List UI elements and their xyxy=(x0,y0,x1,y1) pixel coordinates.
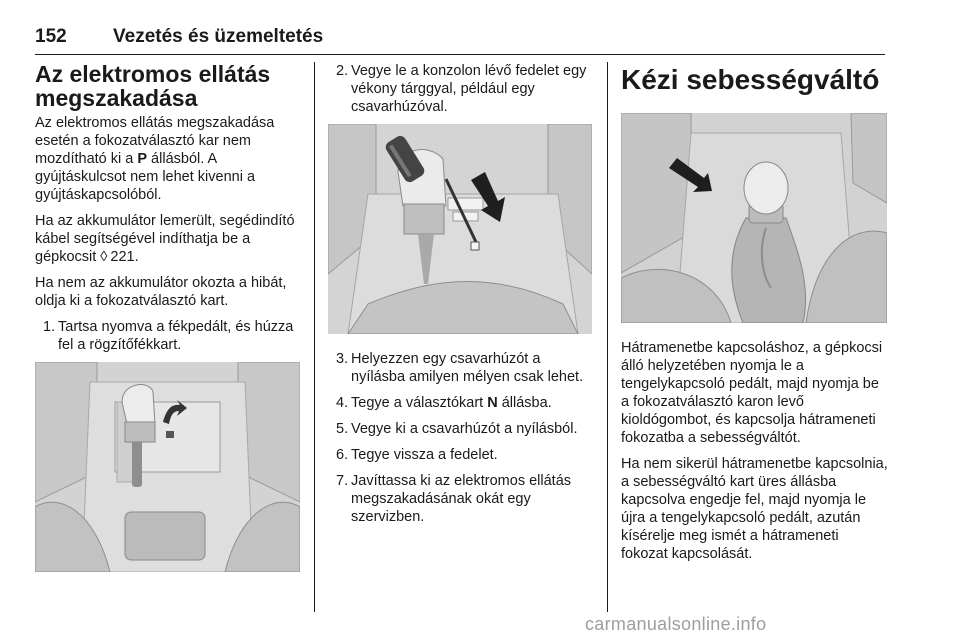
list-item: 4. Tegye a választókart N állásba. xyxy=(336,395,552,411)
page-reference-link[interactable]: 221 xyxy=(110,249,135,266)
reverse-gear-paragraph: Hátramenetbe kapcsoláshoz, a gépkocsi álló helyzetében nyomja le a tengelykapcsoló pedált, majd nyomja be a fokozatválasztó karon levő kioldógombot, és kapcsolja hátrameneti fokozatba a sebességváltót. xyxy=(621,340,883,447)
column-divider-right xyxy=(607,62,608,612)
power-failure-intro: Az elektromos ellátás megszakadása esetén a fokozatválasztó kar nem mozdítható ki a P állásból. A gyújtáskulcsot nem lehet kivenni a gyújtáskapcsolóból. xyxy=(35,115,275,204)
manual-gear-lever-illustration xyxy=(621,113,887,323)
middle-column xyxy=(328,62,592,534)
list-item: 6. Tegye vissza a fedelet. xyxy=(336,447,498,463)
steps-list-left xyxy=(35,318,303,354)
gear-p-label: P xyxy=(137,151,148,168)
release-paragraph: Ha nem az akkumulátor okozta a hibát, oldja ki a fokozatválasztó kart. xyxy=(35,275,287,310)
jump-start-paragraph: Ha az akkumulátor lemerült, segédindító kábel segítségével indíthatja be a gépkocsit ◊ 221. xyxy=(35,213,295,266)
list-item: 5. Vegye ki a csavarhúzót a nyílásból. xyxy=(336,421,578,437)
steps-list-middle-bottom xyxy=(328,350,592,526)
gear-n-label: N xyxy=(487,395,498,411)
list-item: 1. Tartsa nyomva a fékpedált, és húzza fel a rögzítőfékkart. xyxy=(43,319,294,354)
power-failure-heading: Az elektromos ellátás megszakadása xyxy=(35,61,271,112)
list-item: 3. Helyezzen egy csavarhúzót a nyílásba amilyen mélyen csak lehet. xyxy=(336,351,584,385)
left-column xyxy=(35,62,303,572)
reverse-retry-paragraph: Ha nem sikerül hátramenetbe kapcsolnia, a sebességváltó kart üres állásba kapcsolva engedje fel, majd nyomja le újra a tengelykapcsoló pedált, azután kísérelje meg ismét a hátrameneti fokozat kapcsolását. xyxy=(621,456,888,563)
list-item: 2. Vegye le a konzolon lévő fedelet egy vékony tárggyal, például egy csavarhúzóval. xyxy=(336,63,587,115)
right-column xyxy=(621,62,889,571)
page-reference-arrow-icon: ◊ xyxy=(100,249,108,266)
steps-list-middle-top xyxy=(328,62,592,116)
section-title: Vezetés és üzemeltetés xyxy=(113,26,324,47)
manual-transmission-heading: Kézi sebességváltó xyxy=(621,64,880,95)
watermark: carmanualsonline.info xyxy=(585,614,767,634)
list-item: 7. Javíttassa ki az elektromos ellátás megszakadásának okát egy szervizben. xyxy=(336,473,572,525)
screwdriver-cover-removal-illustration xyxy=(328,124,592,334)
column-divider-left xyxy=(314,62,315,612)
page-number: 152 xyxy=(35,26,67,47)
page-header xyxy=(35,24,885,55)
automatic-selector-lever-illustration xyxy=(35,362,300,572)
